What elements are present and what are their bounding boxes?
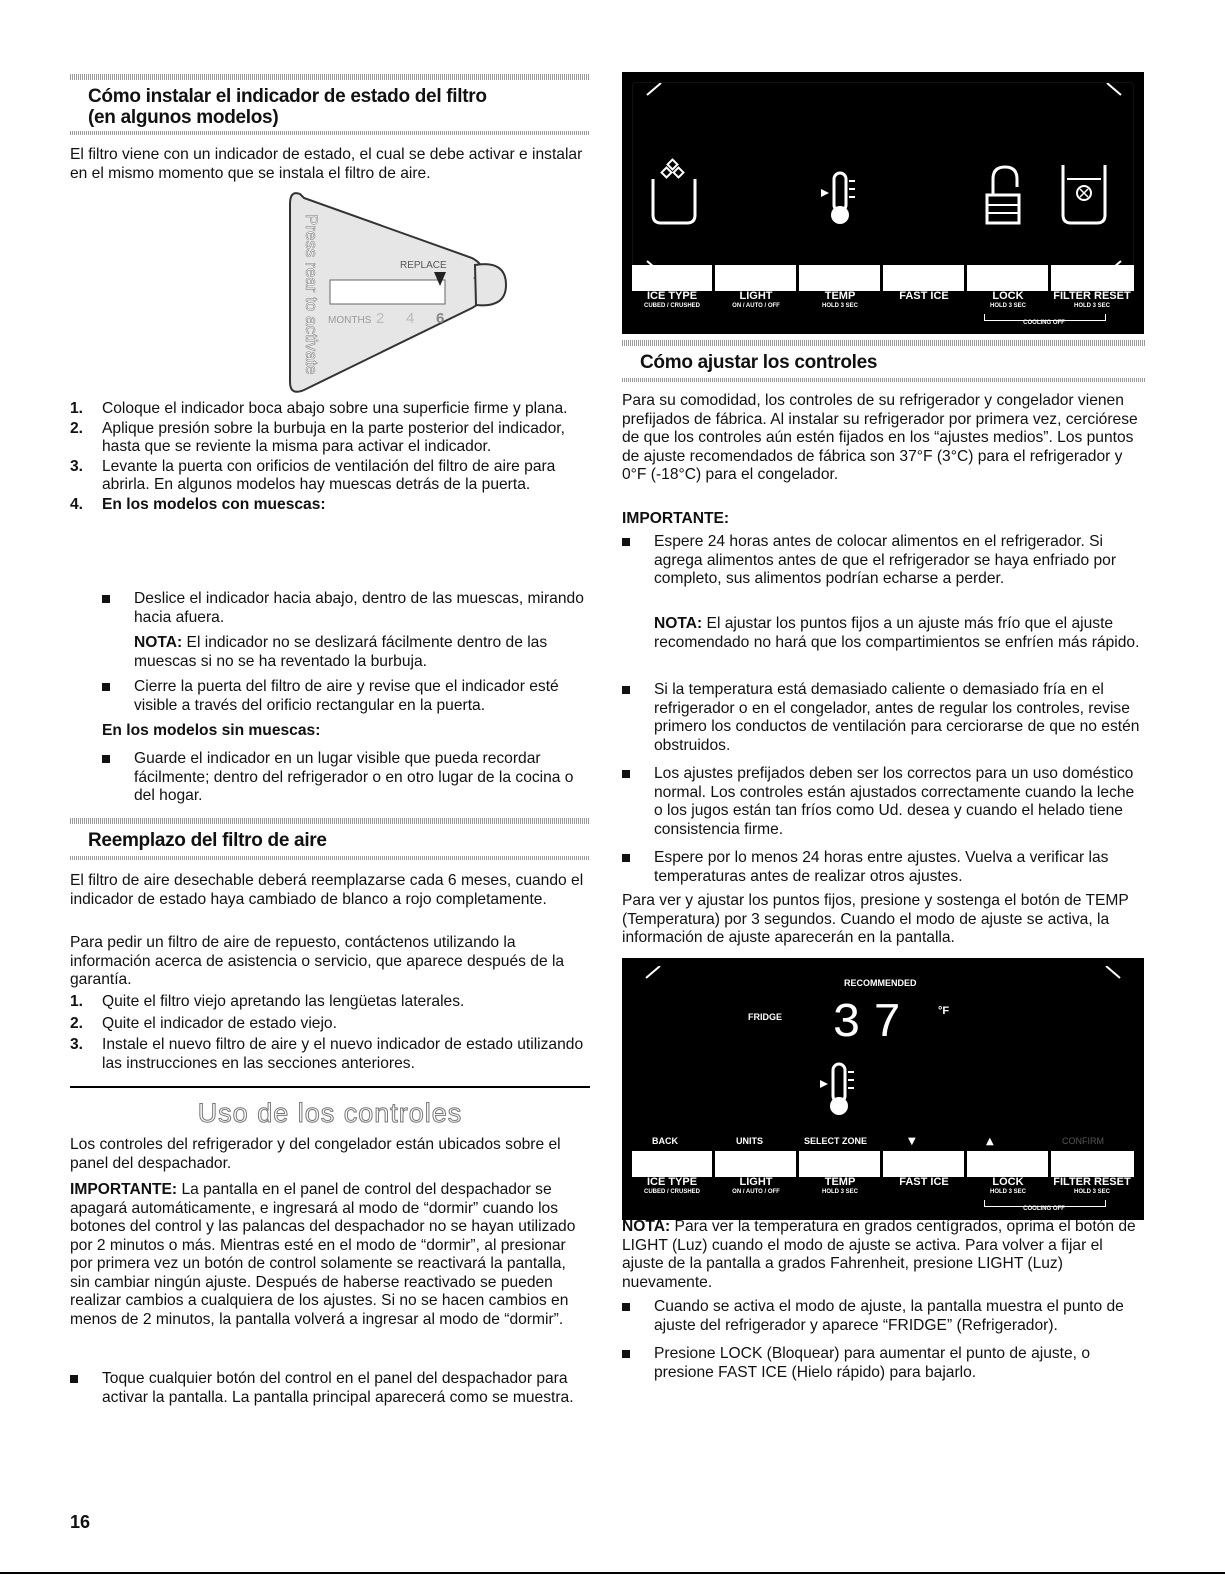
note-label: NOTA:	[622, 1218, 671, 1235]
fridge-label: FRIDGE	[748, 1012, 783, 1022]
step-text: Quite el indicador de estado viejo.	[102, 1014, 337, 1032]
nota-celsius-paragraph	[622, 1218, 1146, 1292]
step-number: 2.	[70, 419, 84, 437]
indicator-month-2: 2	[376, 310, 385, 327]
list-item	[622, 849, 1146, 886]
bullet-square	[622, 538, 630, 546]
list-item	[70, 993, 590, 1012]
panel-screen-icons	[633, 83, 1135, 273]
setpoint-display-panel	[622, 958, 1144, 1220]
temp-button[interactable]	[800, 290, 880, 310]
bullet-text: Presione LOCK (Bloquear) para aumentar el punto de ajuste, o presione FAST ICE (Hielo rápido) para bajarlo.	[654, 1345, 1091, 1381]
button-label: FILTER RESET	[1053, 1176, 1131, 1188]
step-number: 4.	[70, 495, 84, 513]
bullet-square	[102, 755, 110, 763]
list-item	[102, 590, 590, 627]
important-text: La pantalla en el panel de control del despachador se apagará automáticamente, e ingresará al modo de “dormir” cuando los botones del control y las palancas del despachador no se hayan utilizado por 2 minutos o más. Mientras esté en el modo de “dormir”, al presionar por primera vez un botón de control solamente se reactivará la pantalla, sin cambiar ningún ajuste. Después de haberse reactivado se pueden realizar cambios a cualquiera de los ajustes. Si no se hacen cambios en menos de 2 minutos, la pantalla volverá a ingresar al modo de “dormir”.	[70, 1181, 576, 1328]
cooling-off-label: COOLING OFF	[1023, 320, 1065, 326]
step-text: Aplique presión sobre la burbuja en la parte posterior del indicador, hasta que se reviente la misma para activar el indicador.	[102, 419, 565, 455]
step-text: Levante la puerta con orificios de ventilación del filtro de aire para abrirla. En algunos modelos hay muescas detrás de la puerta.	[102, 457, 556, 493]
list-item	[622, 1345, 1146, 1382]
ice-cubes-icon	[662, 160, 684, 178]
screen-corner-marks	[647, 83, 1121, 273]
button-label: LIGHT	[739, 1176, 773, 1188]
list-item	[70, 1370, 590, 1407]
lock-icon	[987, 167, 1019, 223]
indicator-press-text: Press rear to activate	[302, 214, 321, 375]
step-number: 1.	[70, 993, 84, 1010]
bullet-text: Espere 24 horas antes de colocar alimentos en el refrigerador. Si agrega alimentos antes de que el refrigerador se haya enfriado por completo, sus alimentos podrían echarse a perder.	[654, 533, 1117, 587]
up-arrow-icon: ▲	[986, 1136, 994, 1147]
section-rule	[70, 74, 590, 80]
button-bar	[632, 265, 1134, 291]
list-item	[102, 678, 590, 715]
touch-bullets	[70, 1370, 590, 1407]
bullet-square	[622, 1350, 630, 1358]
temperature-readout: 37	[832, 997, 914, 1051]
bullet-square	[622, 686, 630, 694]
button-label: LOCK	[992, 1176, 1024, 1188]
step-number: 3.	[70, 1036, 84, 1053]
light-button[interactable]	[716, 290, 796, 310]
screen-corner-marks	[646, 966, 1120, 978]
step-number: 3.	[70, 457, 84, 475]
notch-bullets-2	[102, 678, 590, 715]
section-rule	[70, 131, 590, 135]
list-item	[622, 765, 1146, 839]
step-number: 1.	[70, 400, 84, 417]
note-paragraph	[654, 615, 1146, 652]
list-item	[622, 1298, 1146, 1335]
list-item	[70, 496, 590, 515]
button-label: TEMP	[824, 1176, 856, 1188]
thermometer-icon	[820, 1064, 854, 1115]
button-sublabel: ON / AUTO / OFF	[732, 1189, 780, 1195]
back-option: BACK	[652, 1136, 678, 1146]
setpoint-bullets	[622, 1298, 1146, 1382]
indicator-month-6: 6	[436, 310, 445, 327]
step-text: Coloque el indicador boca abajo sobre una superficie firme y plana.	[102, 400, 568, 417]
button-label: ICE TYPE	[646, 1176, 698, 1188]
filter-indicator-illustration	[220, 190, 510, 400]
section-rule	[622, 378, 1146, 382]
temp-button[interactable]	[800, 1176, 880, 1196]
bullet-square	[70, 1375, 78, 1383]
section-divider	[70, 1086, 590, 1088]
page-number: 16	[70, 1512, 91, 1532]
indicator-title-line1: Cómo instalar el indicador de estado del filtro	[88, 86, 487, 107]
controls-title: Cómo ajustar los controles	[640, 352, 878, 373]
button-sublabel: HOLD 3 SEC	[1073, 1189, 1110, 1195]
button-sublabel: HOLD 3 SEC	[989, 303, 1026, 309]
indicator-title-line2: (en algunos modelos)	[88, 107, 279, 128]
step-number: 2.	[70, 1014, 84, 1032]
bullet-text: Cierre la puerta del filtro de aire y revise que el indicador esté visible a través del orificio rectangular en la puerta.	[134, 678, 559, 714]
filter-icon	[1063, 165, 1105, 223]
bullet-text: Cuando se activa el modo de ajuste, la pantalla muestra el punto de ajuste del refrigerador y aparece “FRIDGE” (Refrigerador).	[654, 1298, 1124, 1334]
uso-controls-title: Uso de los controles	[197, 1098, 463, 1128]
note-paragraph	[134, 634, 590, 671]
indicator-title	[70, 86, 590, 132]
confirm-option: CONFIRM	[1062, 1136, 1104, 1146]
down-arrow-icon: ▼	[908, 1136, 916, 1147]
notch-bullets	[102, 590, 590, 627]
important-label: IMPORTANTE:	[622, 510, 730, 527]
controls-paragraph: Para su comodidad, los controles de su refrigerador y congelador vienen prefijados de fábrica. Al instalar su refrigerador por primera vez, cerciórese de que los controles aún estén fijados en los “ajustes medios”. Los puntos de ajuste recomendados de fábrica son 37°F (3°C) para el refrigerador y 0°F (-18°C) para el congelador.	[622, 392, 1138, 483]
button-label: LIGHT	[739, 290, 773, 302]
ice-type-button[interactable]	[632, 290, 712, 310]
note-text: El ajustar los puntos fijos a un ajuste más frío que el ajuste recomendado no hará que los compartimientos se enfríen más rápido.	[654, 615, 1140, 651]
ice-bucket-icon	[653, 179, 695, 223]
view-setpoints-paragraph: Para ver y ajustar los puntos fijos, presione y sostenga el botón de TEMP (Temperatura) por 3 segundos. Cuando el modo de ajuste se activa, la información de ajuste aparecerán en la pantalla.	[622, 892, 1129, 946]
replace-steps	[70, 993, 590, 1073]
note-text: Para ver la temperatura en grados centígrados, oprima el botón de LIGHT (Luz) cuando el modo de ajuste se activa. Para volver a fijar el ajuste de la pantalla a grados Fahrenheit, presione LIGHT (Luz) nuevamente.	[622, 1218, 1136, 1291]
filter-reset-button[interactable]	[1046, 290, 1138, 310]
indicator-tab	[475, 264, 506, 305]
indicator-months-label: MONTHS	[328, 315, 372, 326]
note-label: NOTA:	[654, 615, 703, 632]
lock-button[interactable]	[968, 290, 1048, 310]
panel-screen	[632, 82, 1134, 274]
bullet-square	[622, 854, 630, 862]
bullet-square	[622, 770, 630, 778]
bullet-text: Toque cualquier botón del control en el panel del despachador para activar la pantalla. La pantalla principal aparecerá como se muestra.	[102, 1370, 574, 1406]
bullet-text: Espere por lo menos 24 horas entre ajustes. Vuelva a verificar las temperaturas antes de realizar otros ajustes.	[654, 849, 1109, 885]
step-text: Quite el filtro viejo apretando las lengüetas laterales.	[102, 993, 465, 1010]
button-sublabel: HOLD 3 SEC	[1073, 303, 1110, 309]
list-item	[70, 458, 590, 495]
button-label: LOCK	[992, 290, 1024, 302]
button-label: ICE TYPE	[646, 290, 698, 302]
note-text: El indicador no se deslizará fácilmente dentro de las muescas si no se ha reventado la burbuja.	[134, 634, 548, 670]
thermometer-icon	[821, 173, 855, 224]
list-item	[622, 533, 1146, 589]
cooling-off-label: COOLING OFF	[1023, 1206, 1065, 1212]
bullet-text: Deslice el indicador hacia abajo, dentro de las muescas, mirando hacia afuera.	[134, 590, 584, 626]
install-steps	[70, 400, 590, 514]
ice-type-button[interactable]	[632, 1176, 712, 1196]
button-sublabel: CUBED / CRUSHED	[643, 1189, 700, 1195]
bullet-text: Si la temperatura está demasiado caliente o demasiado fría en el refrigerador o en el congelador, antes de regular los controles, revise primero los conductos de ventilación para cerciorarse de que no estén obstruidos.	[654, 681, 1140, 754]
temperature-unit: °F	[938, 1005, 950, 1017]
replace-title: Reemplazo del filtro de aire	[88, 830, 327, 851]
light-button[interactable]	[716, 1176, 796, 1196]
replace-paragraph-2: Para pedir un filtro de aire de repuesto, contáctenos utilizando la información acerca de asistencia o servicio, que aparece después de la garantía.	[70, 934, 565, 988]
no-notch-bullets	[102, 750, 590, 806]
list-item	[70, 420, 590, 457]
button-sublabel: CUBED / CRUSHED	[643, 303, 700, 309]
button-label: TEMP	[824, 290, 856, 302]
section-rule	[70, 818, 590, 824]
step-text: Instale el nuevo filtro de aire y el nuevo indicador de estado utilizando las instrucciones en las secciones anteriores.	[102, 1036, 584, 1072]
list-item	[102, 750, 590, 806]
dispenser-control-panel	[622, 72, 1144, 334]
indicator-intro: El filtro viene con un indicador de estado, el cual se debe activar e instalar en el mismo momento que se instala el filtro de aire.	[70, 146, 583, 182]
button-sublabel: HOLD 3 SEC	[821, 303, 858, 309]
important-paragraph	[70, 1181, 590, 1329]
filter-reset-button[interactable]	[1046, 1176, 1138, 1196]
bullet-text: Los ajustes prefijados deben ser los correctos para un uso doméstico normal. Los controles están ajustados correctamente cuando la leche o los jugos están tan fríos como Ud. desea y cuando el helado tiene consistencia firme.	[654, 765, 1135, 838]
list-item	[70, 400, 590, 419]
button-sublabel: ON / AUTO / OFF	[732, 303, 780, 309]
list-item	[70, 1036, 590, 1073]
section-rule	[622, 340, 1146, 346]
button-label: FILTER RESET	[1053, 290, 1131, 302]
section-rule	[70, 856, 590, 860]
note-label: NOTA:	[134, 634, 183, 651]
lock-button[interactable]	[968, 1176, 1048, 1196]
no-notch-heading: En los modelos sin muescas:	[102, 722, 321, 739]
indicator-month-4: 4	[406, 310, 415, 327]
replace-paragraph-1: El filtro de aire desechable deberá reemplazarse cada 6 meses, cuando el indicador de estado haya cambiado de blanco a rojo completamente.	[70, 872, 584, 908]
important-bullets	[622, 533, 1146, 589]
important-label: IMPORTANTE:	[70, 1181, 178, 1198]
button-sublabel: HOLD 3 SEC	[821, 1189, 858, 1195]
button-label: FAST ICE	[899, 290, 949, 302]
indicator-window	[330, 280, 445, 304]
fast-ice-button[interactable]	[884, 290, 964, 302]
list-item	[70, 1015, 590, 1034]
button-bar	[632, 1151, 1134, 1177]
bullet-square	[102, 595, 110, 603]
panel-screen	[632, 966, 1134, 1152]
select-zone-option: SELECT ZONE	[804, 1136, 868, 1146]
button-sublabel: HOLD 3 SEC	[989, 1189, 1026, 1195]
units-option: UNITS	[736, 1136, 763, 1146]
bullet-text: Guarde el indicador en un lugar visible que pueda recordar fácilmente; dentro del refrigerador o en otro lugar de la cocina o del hogar.	[134, 750, 574, 804]
indicator-replace-label: REPLACE	[400, 260, 447, 271]
button-label: FAST ICE	[899, 1176, 949, 1188]
list-item	[622, 681, 1146, 755]
step-text: En los modelos con muescas:	[102, 495, 326, 513]
bullet-square	[622, 1303, 630, 1311]
bullet-square	[102, 683, 110, 691]
fast-ice-button[interactable]	[884, 1176, 964, 1188]
setpoint-screen	[632, 966, 1134, 1152]
page-bottom-border	[0, 1572, 1225, 1574]
recommended-label: RECOMMENDED	[844, 978, 917, 988]
important-bullets-2	[622, 681, 1146, 886]
uso-paragraph: Los controles del refrigerador y del congelador están ubicados sobre el panel del despachador.	[70, 1136, 561, 1172]
